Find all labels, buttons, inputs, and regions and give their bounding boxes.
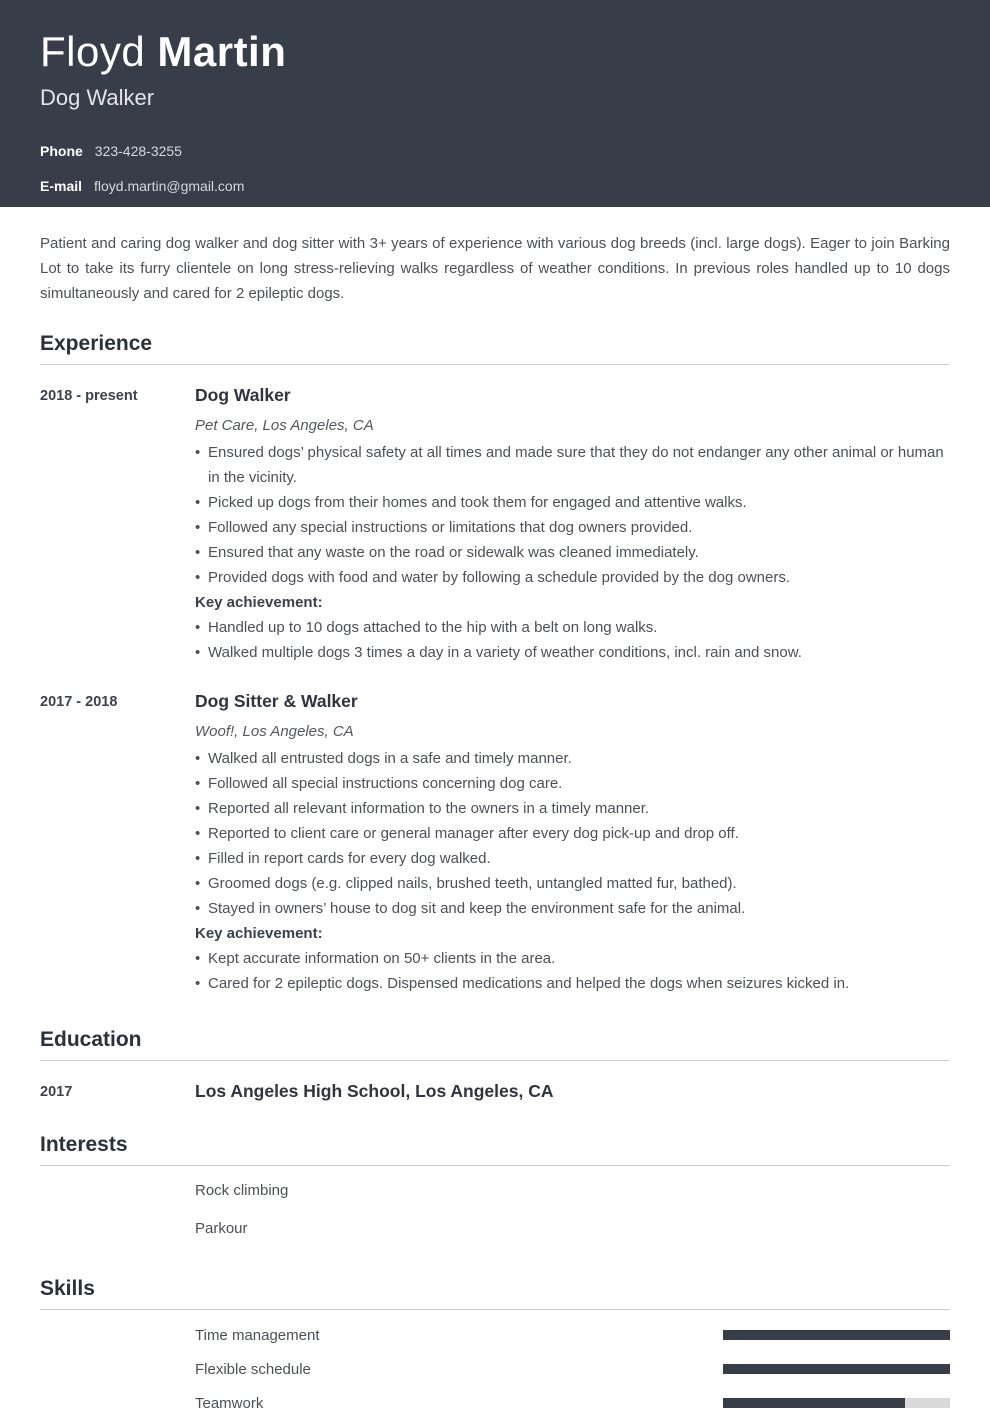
section-title-experience: Experience [40,332,950,365]
bullet-item: • Walked all entrusted dogs in a safe and timely manner. [195,746,950,771]
bullet-item: • Reported to client care or general manager after every dog pick-up and drop off. [195,821,950,846]
education-school: Los Angeles High School, Los Angeles, CA [195,1081,554,1101]
skill-level-bar [723,1330,950,1340]
entry-details [195,691,950,996]
bullet-item: • Walked multiple dogs 3 times a day in a variety of weather conditions, incl. rain and snow. [195,640,950,665]
section-interests [40,1133,950,1245]
skill-level-bar [723,1398,950,1408]
summary-paragraph: Patient and caring dog walker and dog sitter with 3+ years of experience with various dog breeds (incl. large dogs). Eager to join Barking Lot to take its furry clientele on long stress-relieving walks regardless of weather conditions. In previous roles handled up to 10 dogs simultaneously and cared for 2 epileptic dogs. [40,235,950,302]
skill-name: Flexible schedule [195,1360,311,1378]
bullet-item: • Provided dogs with food and water by following a schedule provided by the dog owners. [195,565,950,590]
first-name: Floyd [40,28,146,75]
interest-list [195,1174,950,1245]
interest-item: Rock climbing [195,1182,289,1199]
phone-label: Phone [40,143,83,159]
entry-company: Woof!, Los Angeles, CA [195,723,354,740]
name [40,30,950,74]
last-name: Martin [157,28,287,75]
entry-company: Pet Care, Los Angeles, CA [195,417,374,434]
education-year: 2017 [40,1084,73,1100]
email-value: floyd.martin@gmail.com [94,178,245,194]
skill-name: Teamwork [195,1394,264,1412]
phone-value: 323-428-3255 [94,143,182,159]
education-details [195,1081,950,1101]
bullet-item: • Ensured that any waste on the road or sidewalk was cleaned immediately. [195,540,950,565]
contact-info [40,143,950,194]
achievement-list [195,946,950,996]
entry-dates: 2017 - 2018 [40,694,118,710]
achievement-list [195,615,950,665]
phone-row [40,143,950,159]
bullet-item: • Stayed in owners’ house to dog sit and keep the environment safe for the animal. [195,896,950,921]
bullet-item: • Cared for 2 epileptic dogs. Dispensed medications and helped the dogs when seizures kicked in. [195,971,950,996]
bullet-item: • Kept accurate information on 50+ clients in the area. [195,946,950,971]
entry-job-title: Dog Walker [195,385,291,405]
section-skills [40,1277,950,1420]
bullet-item: • Followed all special instructions concerning dog care. [195,771,950,796]
bullet-item: • Followed any special instructions or limitations that dog owners provided. [195,515,950,540]
skill-row [195,1352,950,1386]
duty-list [195,746,950,921]
duty-list [195,440,950,590]
skill-level-fill [723,1398,905,1408]
section-title-skills: Skills [40,1277,950,1310]
interest-item: Parkour [195,1220,248,1237]
skill-list [195,1318,950,1420]
job-title: Dog Walker [40,85,155,110]
skill-level-fill [723,1364,950,1374]
section-education [40,1028,950,1101]
section-title-interests: Interests [40,1133,950,1166]
skill-row [195,1318,950,1352]
resume-body [0,231,990,1420]
bullet-item: • Ensured dogs’ physical safety at all times and made sure that they do not endanger any other animal or human in the vicinity. [195,440,950,490]
bullet-item: • Filled in report cards for every dog walked. [195,846,950,871]
experience-entry [40,385,950,665]
section-title-education: Education [40,1028,950,1061]
key-achievement-label: Key achievement: [195,925,323,942]
entry-job-title: Dog Sitter & Walker [195,691,358,711]
key-achievement-label: Key achievement: [195,594,323,611]
resume-header [0,0,990,207]
email-label: E-mail [40,178,83,194]
bullet-item: • Handled up to 10 dogs attached to the hip with a belt on long walks. [195,615,950,640]
bullet-item: • Picked up dogs from their homes and took them for engaged and attentive walks. [195,490,950,515]
skill-row [195,1386,950,1420]
experience-entry [40,691,950,996]
entry-dates: 2018 - present [40,388,138,404]
section-experience [40,332,950,996]
bullet-item: • Groomed dogs (e.g. clipped nails, brushed teeth, untangled matted fur, bathed). [195,871,950,896]
bullet-item: • Reported all relevant information to the owners in a timely manner. [195,796,950,821]
entry-details [195,385,950,665]
skill-level-fill [723,1330,950,1340]
education-entry [40,1081,950,1101]
skill-level-bar [723,1364,950,1374]
email-row [40,178,950,194]
skill-name: Time management [195,1326,320,1344]
